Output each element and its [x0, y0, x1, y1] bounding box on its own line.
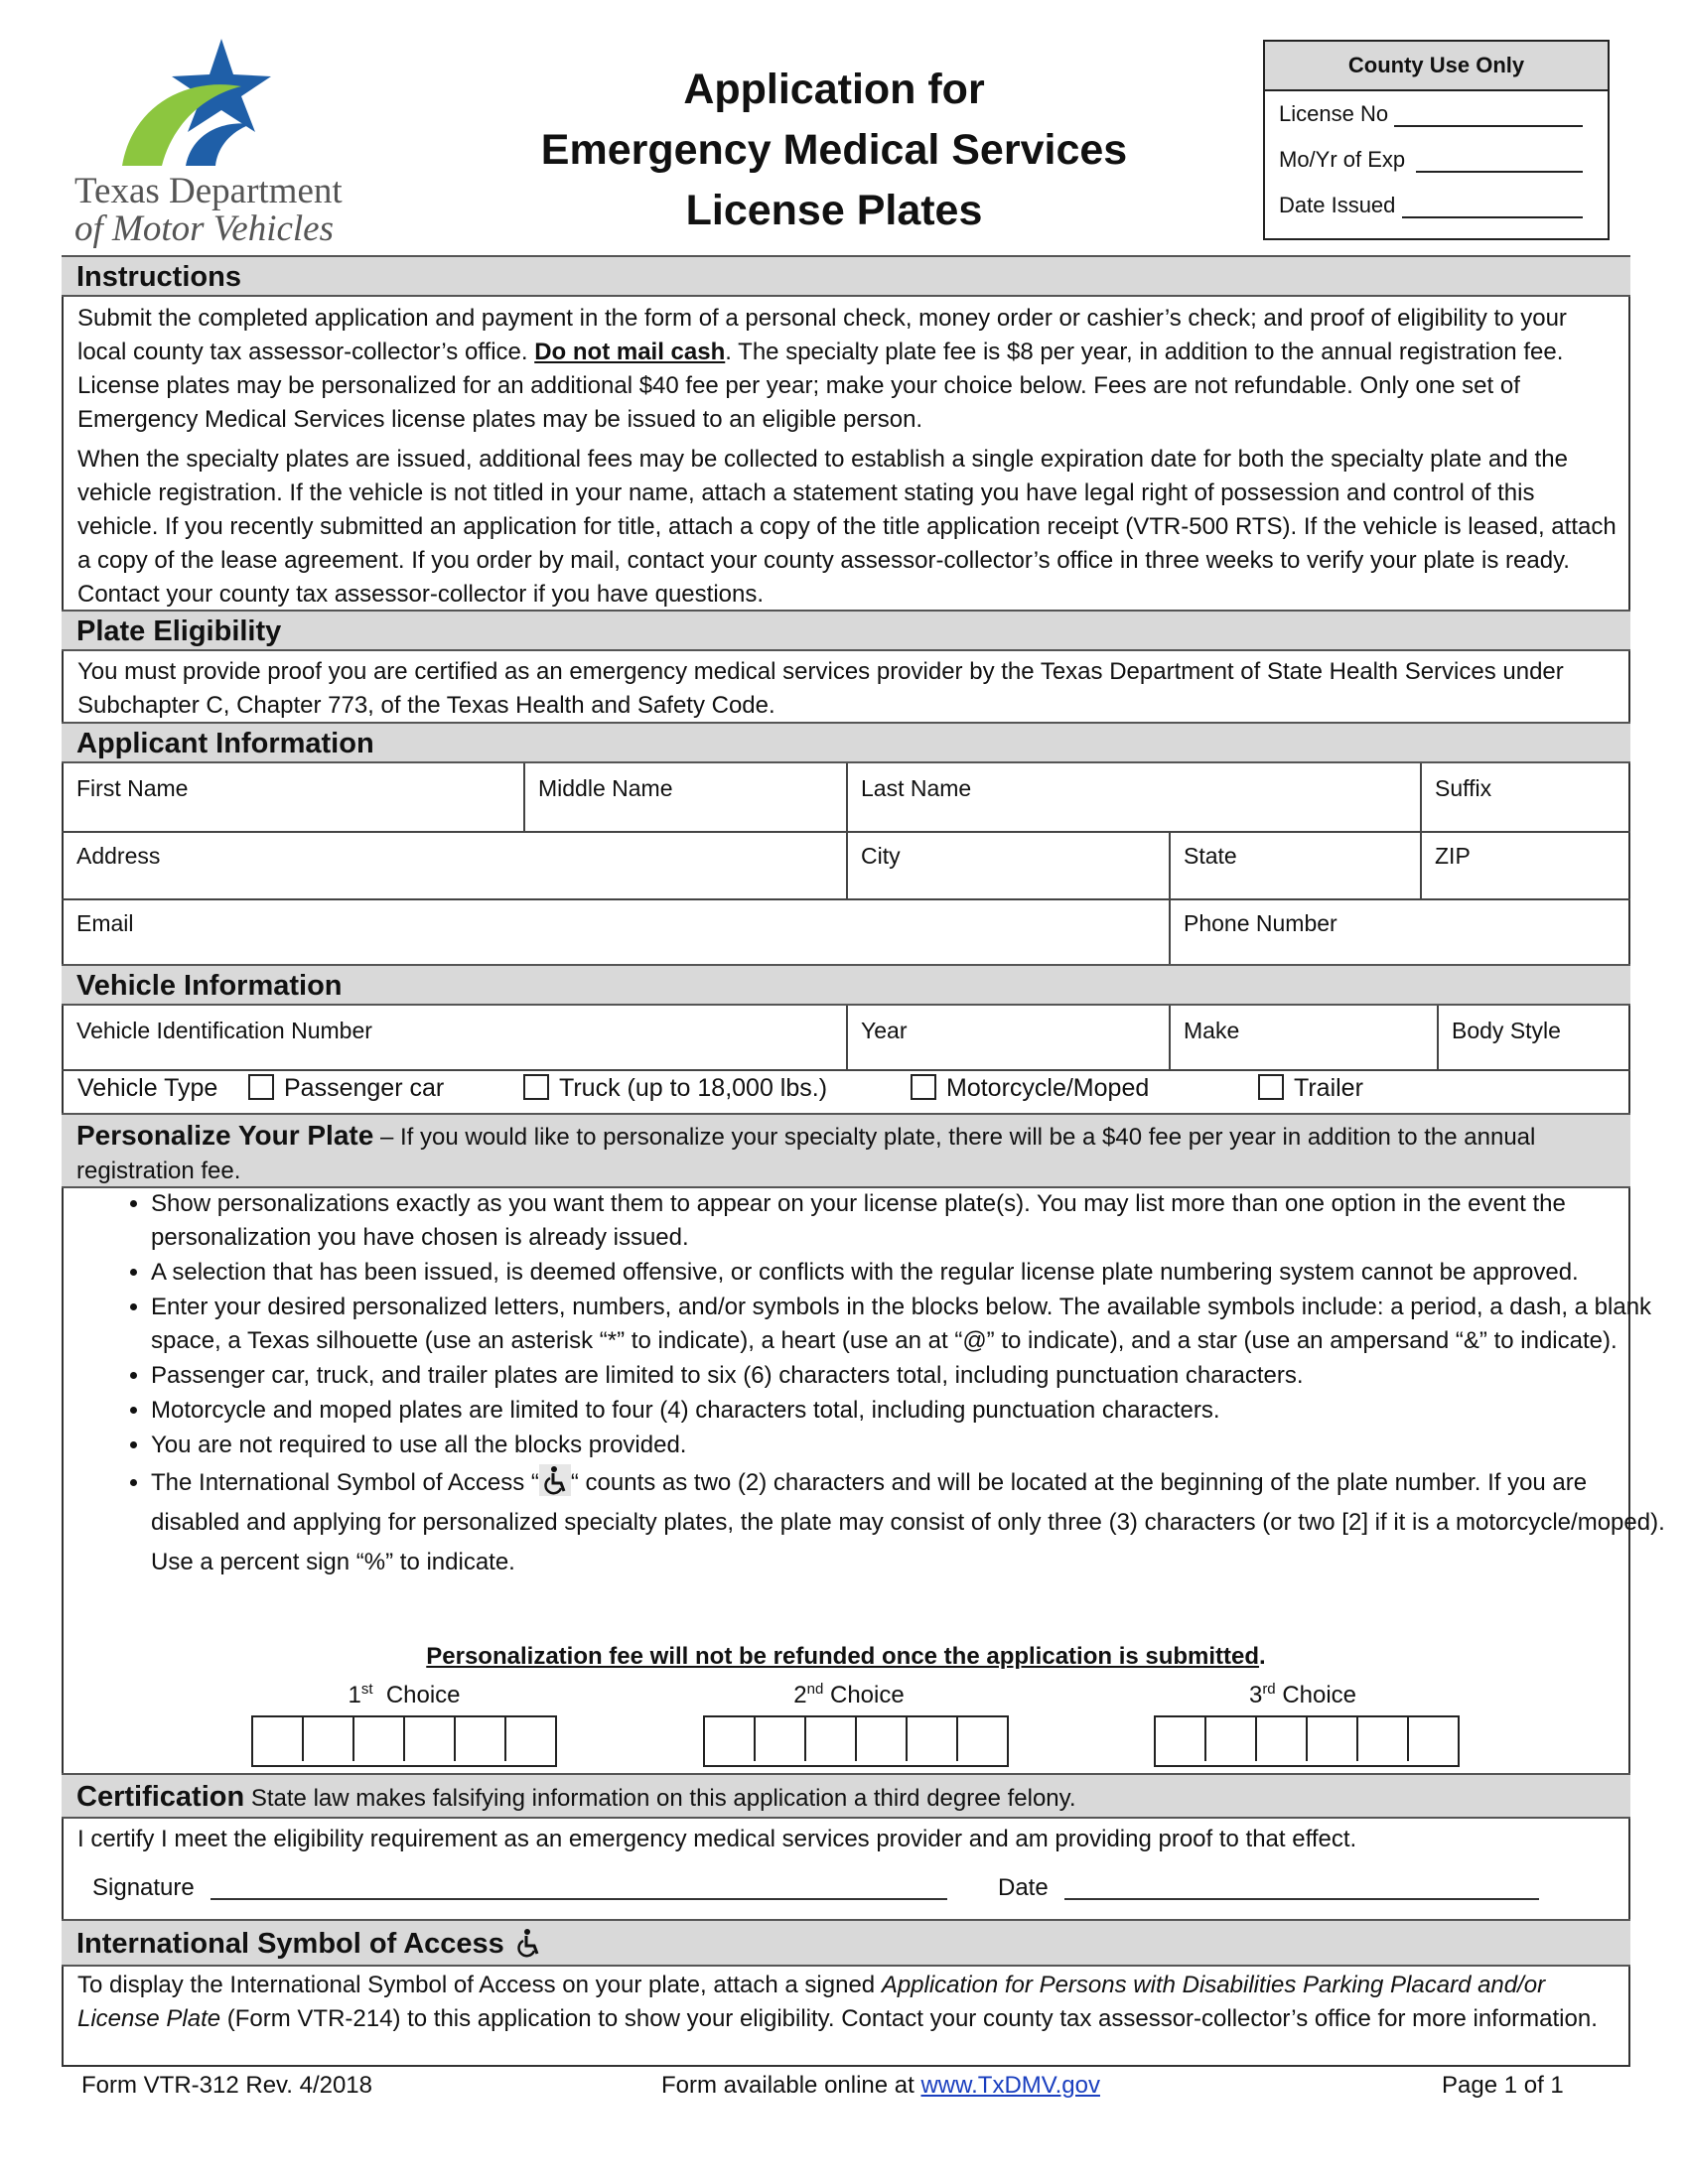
applicant-heading: Applicant Information — [62, 722, 1630, 763]
zip-field[interactable]: ZIP — [1435, 843, 1471, 869]
middle-name-field[interactable]: Middle Name — [538, 775, 673, 801]
choice-1-boxes[interactable] — [251, 1715, 557, 1767]
vehicle-heading: Vehicle Information — [62, 964, 1630, 1006]
wheelchair-icon — [512, 1927, 544, 1959]
license-no-field[interactable]: License No — [1265, 91, 1608, 137]
body-style-field[interactable]: Body Style — [1452, 1018, 1561, 1043]
address-field[interactable]: Address — [76, 843, 161, 869]
mo-yr-exp-field[interactable]: Mo/Yr of Exp — [1265, 137, 1608, 183]
page-title: Application for Emergency Medical Services License Plates — [540, 66, 1128, 234]
instructions-heading: Instructions — [62, 255, 1630, 297]
agency-name-line1: Texas Department — [74, 171, 343, 211]
eligibility-text: You must provide proof you are certified as an emergency medical services provider by the Texas Department of State Health Services under Subchapter C, Chapter 773, of the Texas Health and Safety Code. — [77, 658, 1564, 719]
date-issued-field[interactable]: Date Issued — [1265, 183, 1608, 228]
trailer-checkbox[interactable] — [1258, 1074, 1284, 1100]
instructions-paragraph-2: When the specialty plates are issued, additional fees may be collected to establish a single expiration date for both the specialty plate and the vehicle registration. If the vehicle is not titled in your name, attach a statement stating you have legal right of possession and control of this vehicle. If you recently submitted an application for title, attach a copy of the title application receipt (VTR-500 RTS). If the vehicle is leased, attach a copy of the lease agreement. If you order by mail, contact your county assessor-collector’s office in three weeks to verify your plate is ready. Contact your county tax assessor-collector if you have questions. — [77, 446, 1617, 608]
county-use-title: County Use Only — [1265, 42, 1608, 91]
star-swoosh-icon — [74, 35, 382, 184]
list-item: • Show personalizations exactly as you want them to appear on your license plate(s). You may list more than one option in the event the personalization you have chosen is already issued. — [151, 1187, 1670, 1255]
truck-option[interactable]: Truck (up to 18,000 lbs.) — [523, 1074, 827, 1103]
list-item: • Passenger car, truck, and trailer plates are limited to six (6) characters total, including punctuation characters. — [151, 1359, 1670, 1393]
list-item: • You are not required to use all the blocks provided. — [151, 1429, 1670, 1462]
certification-heading: Certification State law makes falsifying information on this application a third degree felony. — [62, 1773, 1630, 1819]
choice-2-boxes[interactable] — [703, 1715, 1009, 1767]
first-name-field[interactable]: First Name — [76, 775, 189, 801]
eligibility-heading: Plate Eligibility — [62, 610, 1630, 651]
make-field[interactable]: Make — [1184, 1018, 1240, 1043]
txdmv-link[interactable]: www.TxDMV.gov — [920, 2072, 1100, 2099]
choice-3-label: 3rd Choice — [1248, 1681, 1357, 1708]
list-item: • The International Symbol of Access “ “ counts as two (2) characters and will be located at the beginning of the plate number. If you are disabled and applying for personalized specialty plates, the plate may consist of only three (3) characters (or two [2] if it is a motorcycle/moped). Use a percent sign “%” to indicate. — [151, 1463, 1670, 1582]
list-item: • Motorcycle and moped plates are limited to four (4) characters total, including punctuation characters. — [151, 1394, 1670, 1428]
email-field[interactable]: Email — [76, 910, 134, 936]
choice-2-label: 2nd Choice — [793, 1681, 905, 1708]
refund-note: Personalization fee will not be refunded once the application is submitted. — [426, 1643, 1266, 1670]
motorcycle-checkbox[interactable] — [911, 1074, 936, 1100]
agency-name-line2: of Motor Vehicles — [74, 208, 335, 249]
trailer-option[interactable]: Trailer — [1258, 1074, 1363, 1103]
county-use-box — [1263, 40, 1610, 240]
passenger-car-option[interactable]: Passenger car — [248, 1074, 444, 1103]
page-number: Page 1 of 1 — [1442, 2072, 1564, 2099]
year-field[interactable]: Year — [861, 1018, 908, 1043]
suffix-field[interactable]: Suffix — [1435, 775, 1492, 801]
city-field[interactable]: City — [861, 843, 901, 869]
list-item: • A selection that has been issued, is deemed offensive, or conflicts with the regular license plate numbering system cannot be approved. — [151, 1256, 1670, 1290]
personalize-instructions-list — [89, 1187, 1670, 1583]
phone-field[interactable]: Phone Number — [1184, 910, 1337, 936]
personalize-heading: Personalize Your Plate – If you would like to personalize your specialty plate, there will be a $40 fee per year in addition to the annual registration fee. — [62, 1113, 1630, 1188]
certification-text: I certify I meet the eligibility requirement as an emergency medical services provider and am providing proof to that effect. — [77, 1826, 1357, 1852]
isa-text: To display the International Symbol of Access on your plate, attach a signed Application for Persons with Disabilities Parking Placard and/or License Plate (Form VTR-214) to this application to show your eligibility. Contact your county tax assessor-collector’s office for more information. — [77, 1972, 1598, 2032]
choice-1-label: 1st Choice — [348, 1681, 461, 1708]
state-field[interactable]: State — [1184, 843, 1237, 869]
isa-heading: International Symbol of Access — [62, 1919, 1630, 1967]
passenger-car-checkbox[interactable] — [248, 1074, 274, 1100]
signature-label: Signature — [92, 1874, 195, 1901]
instructions-paragraph-1: Submit the completed application and payment in the form of a personal check, money order or cashier’s check; and proof of eligibility to your local county tax assessor-collector’s office. Do not mail cash. The specialty plate fee is $8 per year, in addition to the annual registration fee. License plates may be personalized for an additional $40 fee per year; make your choice below. Fees are not refundable. Only one set of Emergency Medical Services license plates may be issued to an eligible person. — [77, 305, 1567, 433]
vehicle-type-label: Vehicle Type — [77, 1074, 218, 1102]
signature-line[interactable] — [211, 1898, 947, 1900]
form-id: Form VTR-312 Rev. 4/2018 — [81, 2072, 373, 2099]
date-line[interactable] — [1064, 1898, 1539, 1900]
txdmv-logo — [74, 35, 382, 248]
truck-checkbox[interactable] — [523, 1074, 549, 1100]
online-note: Form available online at www.TxDMV.gov — [661, 2072, 1100, 2099]
choice-3-boxes[interactable] — [1154, 1715, 1460, 1767]
last-name-field[interactable]: Last Name — [861, 775, 972, 801]
wheelchair-icon — [539, 1464, 571, 1496]
motorcycle-option[interactable]: Motorcycle/Moped — [911, 1074, 1149, 1103]
vin-field[interactable]: Vehicle Identification Number — [76, 1018, 372, 1043]
date-label: Date — [998, 1874, 1049, 1901]
list-item: • Enter your desired personalized letters, numbers, and/or symbols in the blocks below. The available symbols include: a period, a dash, a blank space, a Texas silhouette (use an asterisk “*” to indicate), a heart (use an at “@” to indicate), and a star (use an ampersand “&” to indicate). — [151, 1291, 1670, 1358]
